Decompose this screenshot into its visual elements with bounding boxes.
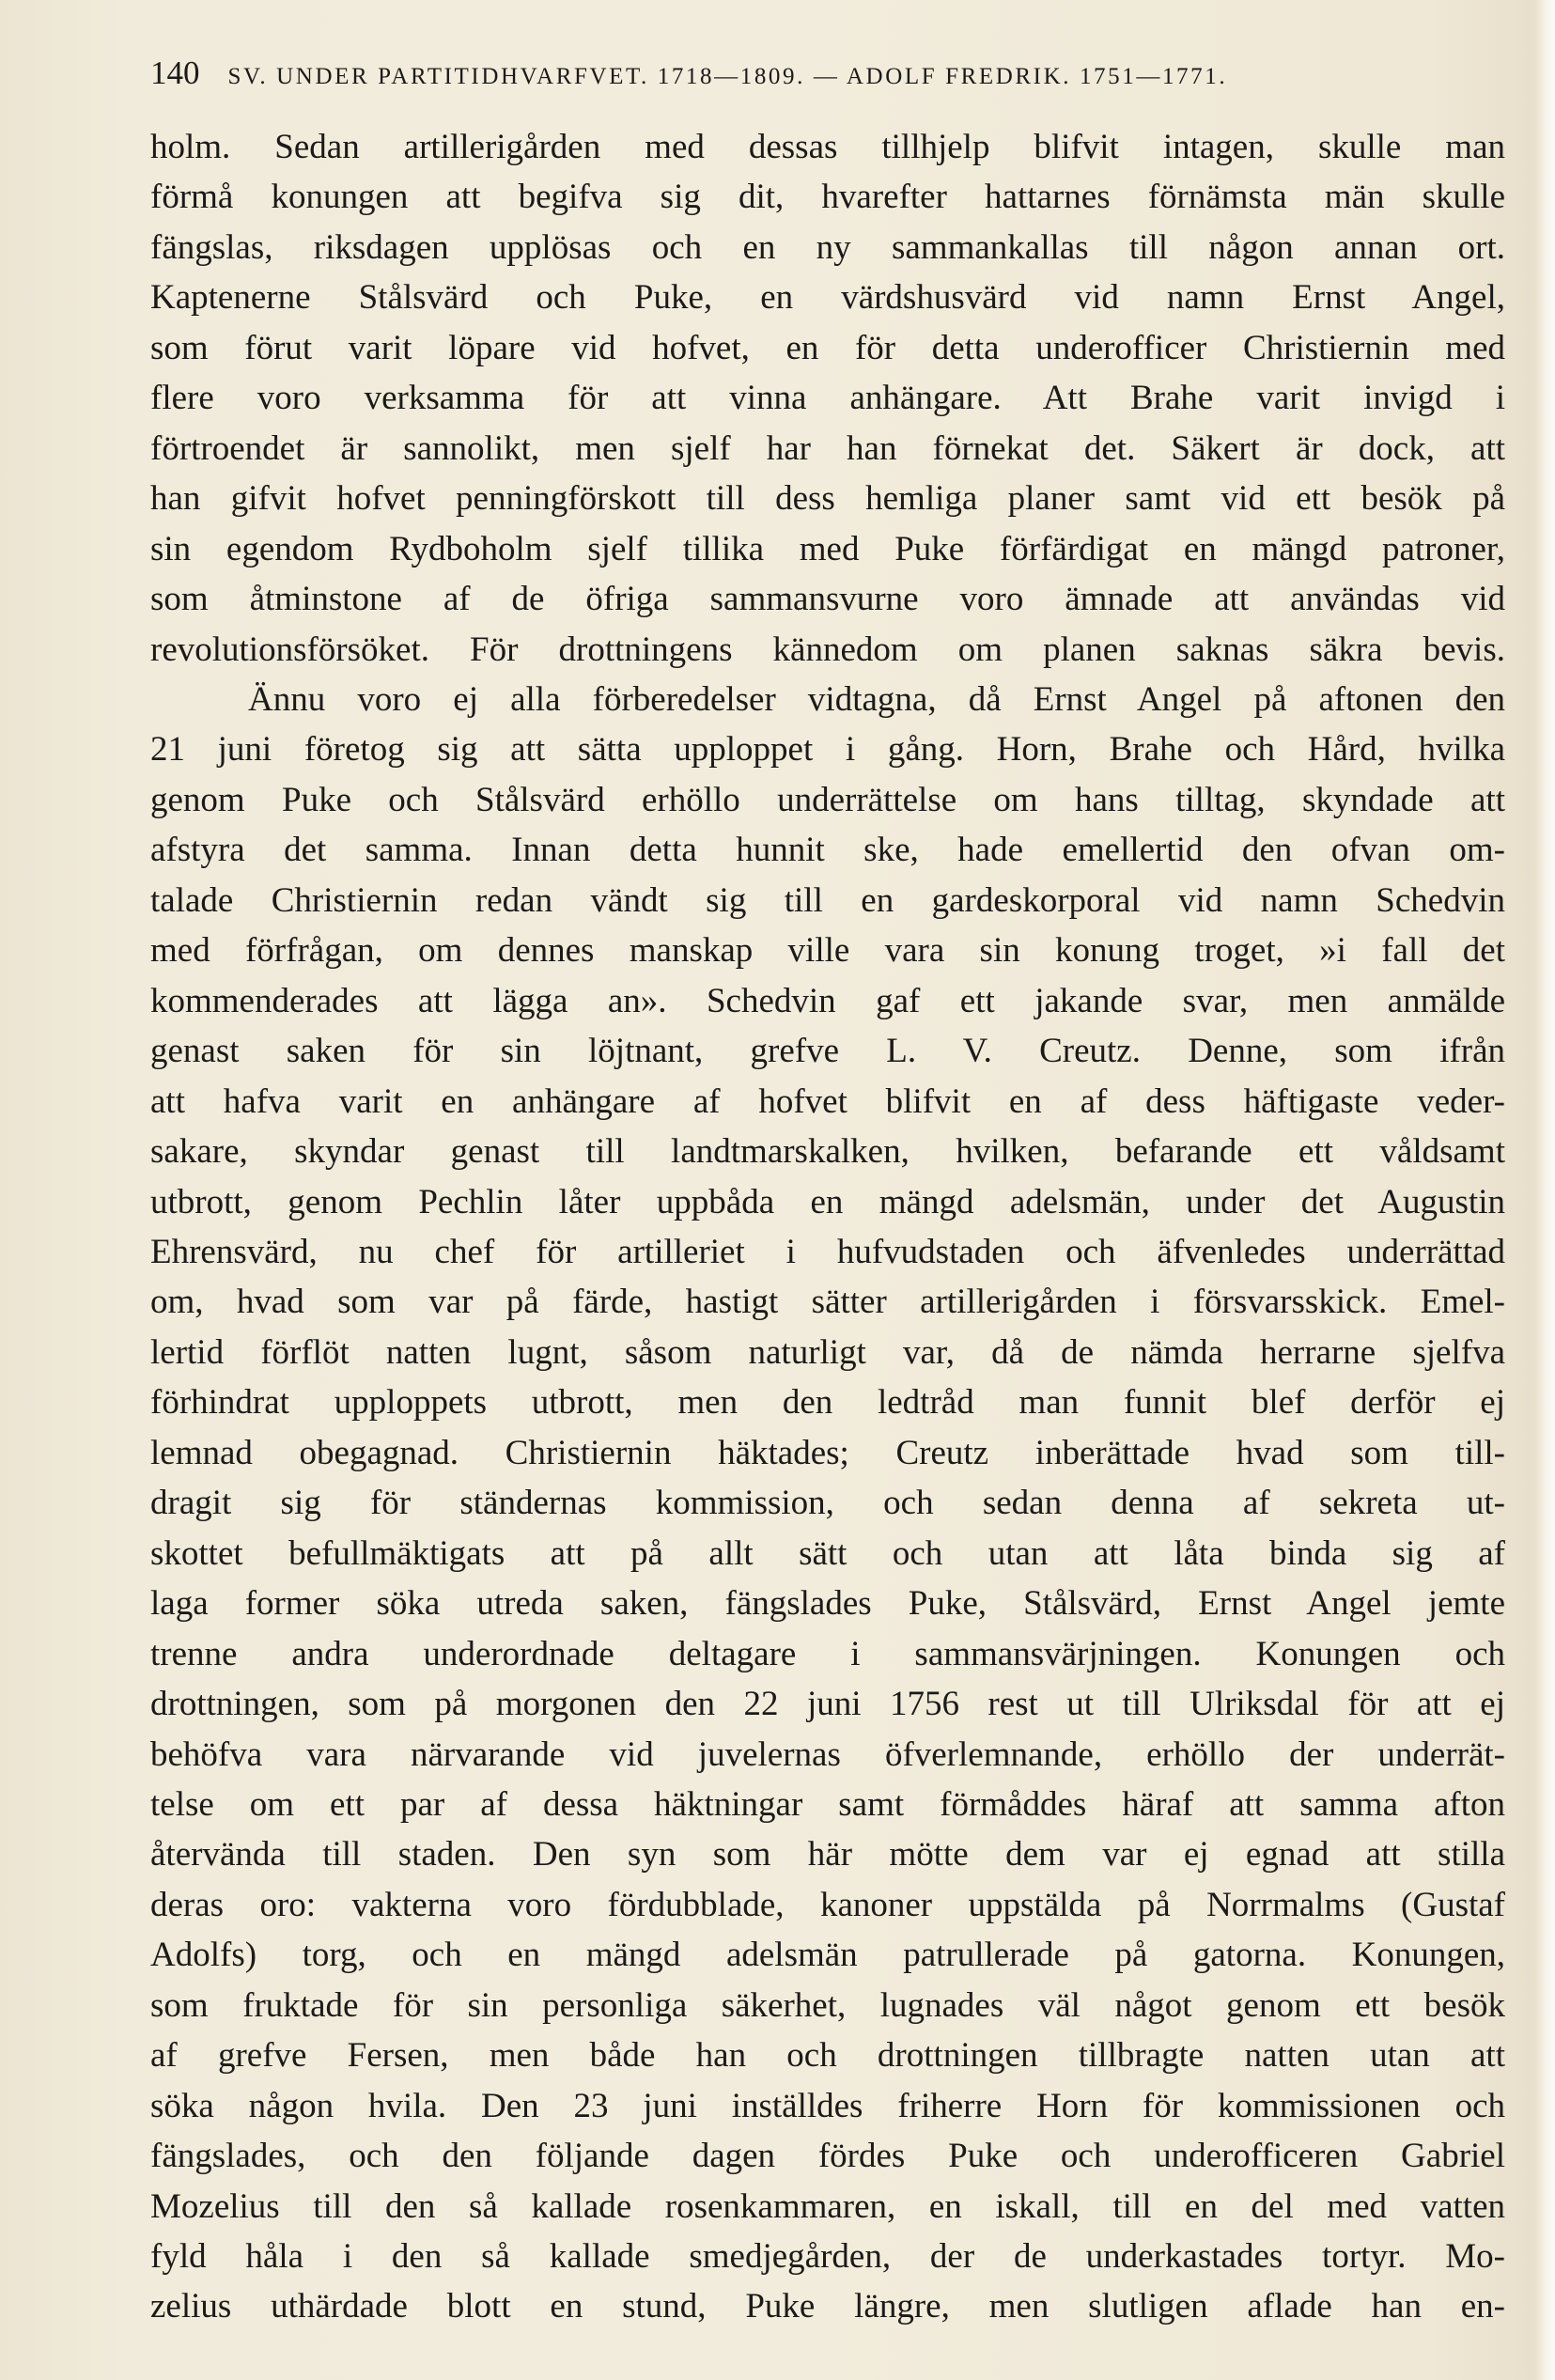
text-line: zelius uthärdade blott en stund, Puke längre, men slutligen aflade han en- (150, 2287, 1505, 2326)
text-line: 21 juni företog sig att sätta upploppet i gång. Horn, Brahe och Hård, hvilka (150, 730, 1505, 770)
text-line: Ehrensvärd, nu chef för artilleriet i hufvudstaden och äfvenledes underrättad (150, 1232, 1505, 1271)
text-line: lemnad obegagnad. Christiernin häktades; Creutz inberättade hvad som till- (150, 1433, 1505, 1472)
running-title: SV. UNDER PARTITIDHVARFVET. 1718—1809. — ADOLF FREDRIK. 1751—1771. (227, 64, 1228, 89)
text-line: Kaptenerne Stålsvärd och Puke, en värdshusvärd vid namn Ernst Angel, (150, 278, 1505, 318)
text-line: Adolfs) torg, och en mängd adelsmän patrullerade på gatorna. Konungen, (150, 1936, 1505, 1975)
text-line: att hafva varit en anhängare af hofvet blifvit en af dess häftigaste veder- (150, 1081, 1505, 1121)
text-line: som åtminstone af de öfriga sammansvurne voro ämnade att användas vid (150, 580, 1505, 619)
text-line: återvända till staden. Den syn som här mötte dem var ej egnad att stilla (150, 1835, 1505, 1874)
text-line: trenne andra underordnade deltagare i sammansvärjningen. Konungen och (150, 1634, 1505, 1673)
text-line: han gifvit hofvet penningförskott till dess hemliga planer samt vid ett besök på (150, 479, 1505, 519)
text-line: fängslas, riksdagen upplösas och en ny sammankallas till någon annan ort. (150, 227, 1505, 267)
text-line: förmå konungen att begifva sig dit, hvarefter hattarnes förnämsta män skulle (150, 178, 1505, 217)
text-line: skottet befullmäktigats att på allt sätt och utan att låta binda sig af (150, 1533, 1505, 1573)
text-line: behöfva vara närvarande vid juvelernas öfverlemnande, erhöllo der underrät- (150, 1734, 1505, 1774)
text-line: som förut varit löpare vid hofvet, en för detta underofficer Christiernin med (150, 328, 1505, 367)
text-line: sin egendom Rydboholm sjelf tillika med Puke förfärdigat en mängd patroner, (150, 529, 1505, 568)
text-line: holm. Sedan artillerigården med dessas tillhjelp blifvit intagen, skulle man (150, 128, 1505, 166)
text-line: förhindrat upploppets utbrott, men den ledtråd man funnit blef derför ej (150, 1383, 1505, 1423)
text-line: drottningen, som på morgonen den 22 juni 1756 rest ut till Ulriksdal för att ej (150, 1685, 1505, 1724)
text-line: laga former söka utreda saken, fängslades Puke, Stålsvärd, Ernst Angel jemte (150, 1584, 1505, 1624)
text-line: Mozelius till den så kallade rosenkammaren, en iskall, till en del med vatten (150, 2186, 1505, 2226)
text-line: förtroendet är sannolikt, men sjelf har han förnekat det. Säkert är dock, att (150, 428, 1505, 468)
text-line: talade Christiernin redan vändt sig till en gardeskorporal vid namn Schedvin (150, 880, 1505, 920)
text-line: revolutionsförsöket. För drottningens kännedom om planen saknas säkra bevis. (150, 630, 1505, 669)
page-edge (1534, 0, 1555, 2380)
text-line: lertid förflöt natten lugnt, såsom naturligt var, då de nämda herrarne sjelfva (150, 1332, 1505, 1372)
text-line: med förfrågan, om dennes manskap ville vara sin konung troget, »i fall det (150, 931, 1505, 971)
text-line: af grefve Fersen, men både han och drottningen tillbragte natten utan att (150, 2036, 1505, 2076)
text-line: telse om ett par af dessa häktningar samt förmåddes häraf att samma afton (150, 1784, 1505, 1824)
running-head (150, 54, 1522, 101)
body-text (150, 122, 1505, 2332)
text-line: fängslades, och den följande dagen fördes Puke och underofficeren Gabriel (150, 2137, 1505, 2176)
text-line: afstyra det samma. Innan detta hunnit ske, hade emellertid den ofvan om- (150, 831, 1505, 870)
page-number: 140 (150, 54, 200, 91)
text-line: genom Puke och Stålsvärd erhöllo underrättelse om hans tilltag, skyndade att (150, 780, 1505, 819)
text-line: Ännu voro ej alla förberedelser vidtagna, då Ernst Angel på aftonen den (248, 679, 1505, 719)
text-line: som fruktade för sin personliga säkerhet, lugnades väl något genom ett besök (150, 1985, 1505, 2025)
text-line: utbrott, genom Pechlin låter uppbåda en mängd adelsmän, under det Augustin (150, 1182, 1505, 1221)
text-line: sakare, skyndar genast till landtmarskalken, hvilken, befarande ett våldsamt (150, 1132, 1505, 1172)
text-line: söka någon hvila. Den 23 juni inställdes friherre Horn för kommissionen och (150, 2086, 1505, 2125)
text-line: genast saken för sin löjtnant, grefve L. V. Creutz. Denne, som ifrån (150, 1032, 1505, 1071)
text-line: om, hvad som var på färde, hastigt sätter artillerigården i försvarsskick. Emel- (150, 1283, 1505, 1322)
text-line: deras oro: vakterna voro fördubblade, kanoner uppstälda på Norrmalms (Gustaf (150, 1885, 1505, 1924)
text-line: kommenderades att lägga an». Schedvin gaf ett jakande svar, men anmälde (150, 981, 1505, 1020)
text-line: fyld håla i den så kallade smedjegården, der de underkastades tortyr. Mo- (150, 2237, 1505, 2277)
text-line: flere voro verksamma för att vinna anhängare. Att Brahe varit invigd i (150, 379, 1505, 418)
text-line: dragit sig för ständernas kommission, och sedan denna af sekreta ut- (150, 1484, 1505, 1523)
